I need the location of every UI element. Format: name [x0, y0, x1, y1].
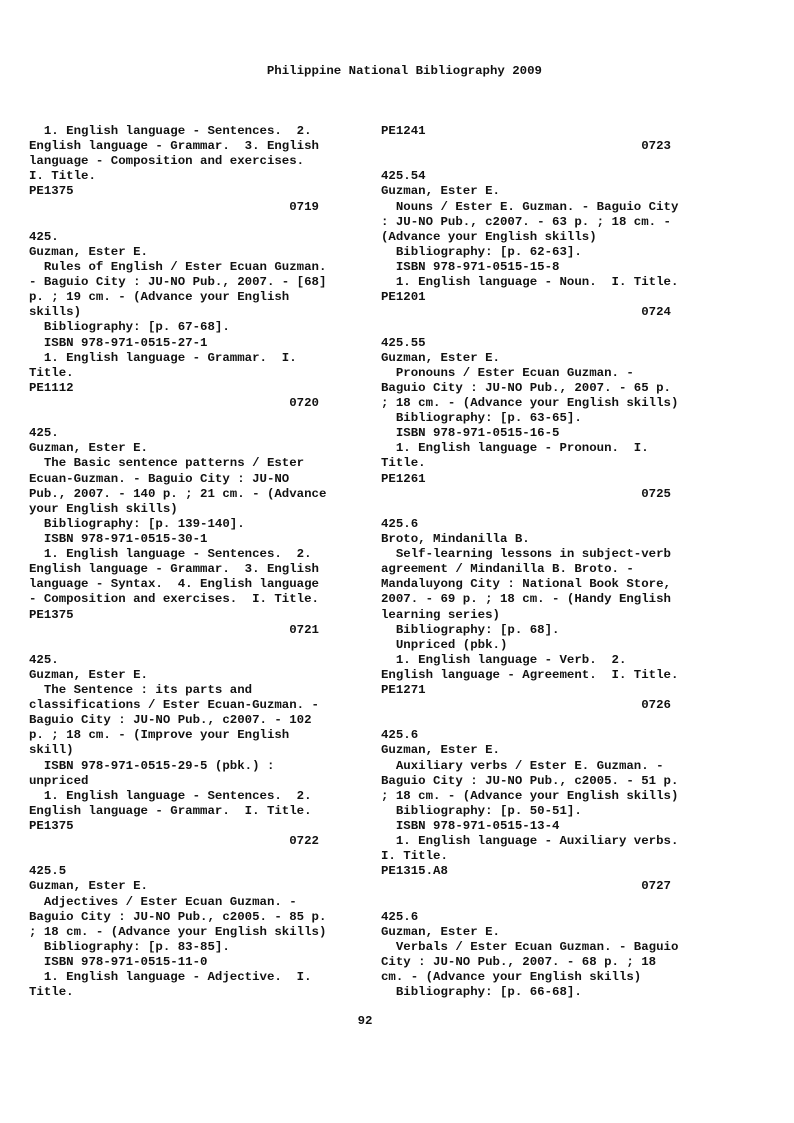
- entry-line: The Basic sentence patterns / Ester: [29, 456, 305, 471]
- entry-line: Verbals / Ester Ecuan Guzman. - Baguio: [381, 939, 679, 954]
- entry-line: ISBN 978-971-0515-30-1: [29, 531, 208, 546]
- entry-line: 425.: [29, 652, 59, 667]
- entry-line: : JU-NO Pub., c2007. - 63 p. ; 18 cm. -: [381, 214, 671, 229]
- entry-line: 1. English language - Sentences. 2.: [29, 788, 312, 803]
- entry-line: 425.6: [381, 516, 419, 531]
- entry-line: ISBN 978-971-0515-29-5 (pbk.) :: [29, 758, 275, 773]
- entry-line: 425.6: [381, 728, 419, 743]
- entry-line: 425.54: [381, 169, 426, 184]
- entry-line: PE1375: [29, 819, 74, 834]
- entry-line: 0725: [381, 486, 671, 501]
- entry-line: Guzman, Ester E.: [29, 667, 148, 682]
- entry-line: 0727: [381, 879, 671, 894]
- entry-line: 0721: [29, 622, 319, 637]
- entry-line: 0722: [29, 834, 319, 849]
- entry-line: [381, 320, 701, 335]
- entry-line: skill): [29, 743, 74, 758]
- entry-line: p. ; 18 cm. - (Improve your English: [29, 728, 290, 743]
- entry-line: ISBN 978-971-0515-16-5: [381, 426, 560, 441]
- entry-line: language - Syntax. 4. English language: [29, 577, 319, 592]
- entry-line: English language - Agreement. I. Title.: [381, 667, 679, 682]
- entry-line: [29, 215, 349, 230]
- entry-line: Guzman, Ester E.: [381, 350, 500, 365]
- page-number: 92: [357, 1014, 373, 1028]
- entry-line: Auxiliary verbs / Ester E. Guzman. -: [381, 758, 664, 773]
- entry-line: 1. English language - Noun. I. Title.: [381, 275, 679, 290]
- entry-line: [29, 411, 349, 426]
- entry-line: Title.: [29, 985, 74, 1000]
- entry-line: Bibliography: [p. 62-63].: [381, 244, 582, 259]
- entry-line: Baguio City : JU-NO Pub., c2005. - 51 p.: [381, 773, 679, 788]
- entry-line: Baguio City : JU-NO Pub., 2007. - 65 p.: [381, 380, 671, 395]
- entry-line: 425.6: [381, 909, 419, 924]
- entry-line: PE1241: [381, 124, 426, 138]
- entry-line: English language - Grammar. I. Title.: [29, 803, 312, 818]
- entry-line: 425.: [29, 426, 59, 441]
- entry-line: cm. - (Advance your English skills): [381, 970, 642, 985]
- entry-line: [29, 638, 349, 653]
- entry-line: Guzman, Ester E.: [29, 441, 148, 456]
- entry-line: 425.55: [381, 335, 426, 350]
- entry-line: Guzman, Ester E.: [381, 184, 500, 199]
- entry-line: Guzman, Ester E.: [381, 924, 500, 939]
- entry-line: 0719: [29, 199, 319, 214]
- entry-line: [381, 713, 701, 728]
- entry-line: Broto, Mindanilla B.: [381, 531, 530, 546]
- entry-line: PE1375: [29, 184, 74, 199]
- entry-line: Self-learning lessons in subject-verb: [381, 547, 671, 562]
- entry-line: p. ; 19 cm. - (Advance your English: [29, 290, 290, 305]
- entry-line: PE1261: [381, 471, 426, 486]
- entry-line: The Sentence : its parts and: [29, 683, 253, 698]
- entry-line: classifications / Ester Ecuan-Guzman. -: [29, 698, 319, 713]
- entry-line: - Baguio City : JU-NO Pub., 2007. - [68]: [29, 275, 327, 290]
- entry-line: ISBN 978-971-0515-27-1: [29, 335, 208, 350]
- entry-line: Bibliography: [p. 66-68].: [381, 985, 582, 1000]
- entry-line: Baguio City : JU-NO Pub., c2005. - 85 p.: [29, 909, 327, 924]
- entry-line: Title.: [381, 456, 426, 471]
- entry-line: PE1201: [381, 290, 426, 305]
- entry-line: your English skills): [29, 501, 178, 516]
- entry-line: Guzman, Ester E.: [381, 743, 500, 758]
- entry-line: Adjectives / Ester Ecuan Guzman. -: [29, 894, 297, 909]
- entry-line: 425.: [29, 229, 59, 244]
- entry-line: PE1375: [29, 607, 74, 622]
- entry-line: 0720: [29, 395, 319, 410]
- page-header: [0, 47, 794, 79]
- entry-line: Bibliography: [p. 50-51].: [381, 803, 582, 818]
- entry-line: [29, 849, 349, 864]
- entry-line: Nouns / Ester E. Guzman. - Baguio City: [381, 199, 679, 214]
- entry-line: City : JU-NO Pub., 2007. - 68 p. ; 18: [381, 955, 657, 970]
- entry-line: Bibliography: [p. 139-140].: [29, 516, 245, 531]
- entry-line: ISBN 978-971-0515-15-8: [381, 259, 560, 274]
- entry-line: Bibliography: [p. 63-65].: [381, 411, 582, 426]
- entry-line: Guzman, Ester E.: [29, 244, 148, 259]
- bibliography-title: Philippine National Bibliography 2009: [266, 64, 542, 78]
- entry-line: 0724: [381, 305, 671, 320]
- entry-line: Bibliography: [p. 83-85].: [29, 939, 230, 954]
- entry-line: agreement / Mindanilla B. Broto. -: [381, 562, 634, 577]
- entry-line: unpriced: [29, 773, 89, 788]
- entry-line: ISBN 978-971-0515-11-0: [29, 955, 208, 970]
- entry-line: ; 18 cm. - (Advance your English skills): [381, 395, 679, 410]
- entry-line: PE1112: [29, 380, 74, 395]
- entry-line: ; 18 cm. - (Advance your English skills): [381, 788, 679, 803]
- entry-line: 1. English language - Pronoun. I.: [381, 441, 649, 456]
- entry-line: learning series): [381, 607, 500, 622]
- entry-line: Bibliography: [p. 68].: [381, 622, 560, 637]
- entry-line: skills): [29, 305, 82, 320]
- entry-line: 0723: [381, 139, 671, 154]
- entry-line: (Advance your English skills): [381, 229, 597, 244]
- entry-line: Unpriced (pbk.): [381, 637, 508, 652]
- entry-line: Rules of English / Ester Ecuan Guzman.: [29, 259, 327, 274]
- entry-line: Baguio City : JU-NO Pub., c2007. - 102: [29, 713, 312, 728]
- entry-line: Ecuan-Guzman. - Baguio City : JU-NO: [29, 471, 290, 486]
- entry-line: Pub., 2007. - 140 p. ; 21 cm. - (Advance: [29, 486, 327, 501]
- entry-line: 1. English language - Sentences. 2.: [29, 124, 312, 138]
- entry-line: PE1271: [381, 683, 426, 698]
- left-column: [29, 124, 349, 1000]
- entry-line: ; 18 cm. - (Advance your English skills): [29, 924, 327, 939]
- entry-line: Title.: [29, 365, 74, 380]
- entry-line: Pronouns / Ester Ecuan Guzman. -: [381, 365, 634, 380]
- entry-line: PE1315.A8: [381, 864, 448, 879]
- entry-line: ISBN 978-971-0515-13-4: [381, 819, 560, 834]
- entry-line: I. Title.: [29, 169, 96, 184]
- entry-line: Guzman, Ester E.: [29, 879, 148, 894]
- entry-line: English language - Grammar. 3. English: [29, 562, 319, 577]
- entry-line: [381, 895, 701, 910]
- entry-line: I. Title.: [381, 849, 448, 864]
- entry-line: Mandaluyong City : National Book Store,: [381, 577, 671, 592]
- right-column: [381, 124, 701, 1000]
- entry-line: 1. English language - Grammar. I.: [29, 350, 297, 365]
- entry-line: [381, 502, 701, 517]
- entry-line: [381, 154, 701, 169]
- entry-line: 1. English language - Auxiliary verbs.: [381, 834, 679, 849]
- entry-line: 1. English language - Adjective. I.: [29, 970, 312, 985]
- entry-line: 1. English language - Verb. 2.: [381, 652, 627, 667]
- entry-line: 2007. - 69 p. ; 18 cm. - (Handy English: [381, 592, 671, 607]
- entry-line: English language - Grammar. 3. English: [29, 139, 319, 154]
- entry-line: 1. English language - Sentences. 2.: [29, 547, 312, 562]
- entry-line: - Composition and exercises. I. Title.: [29, 592, 319, 607]
- entry-line: 0726: [381, 698, 671, 713]
- entry-line: 425.5: [29, 864, 67, 879]
- entry-line: language - Composition and exercises.: [29, 154, 305, 169]
- entry-line: Bibliography: [p. 67-68].: [29, 320, 230, 335]
